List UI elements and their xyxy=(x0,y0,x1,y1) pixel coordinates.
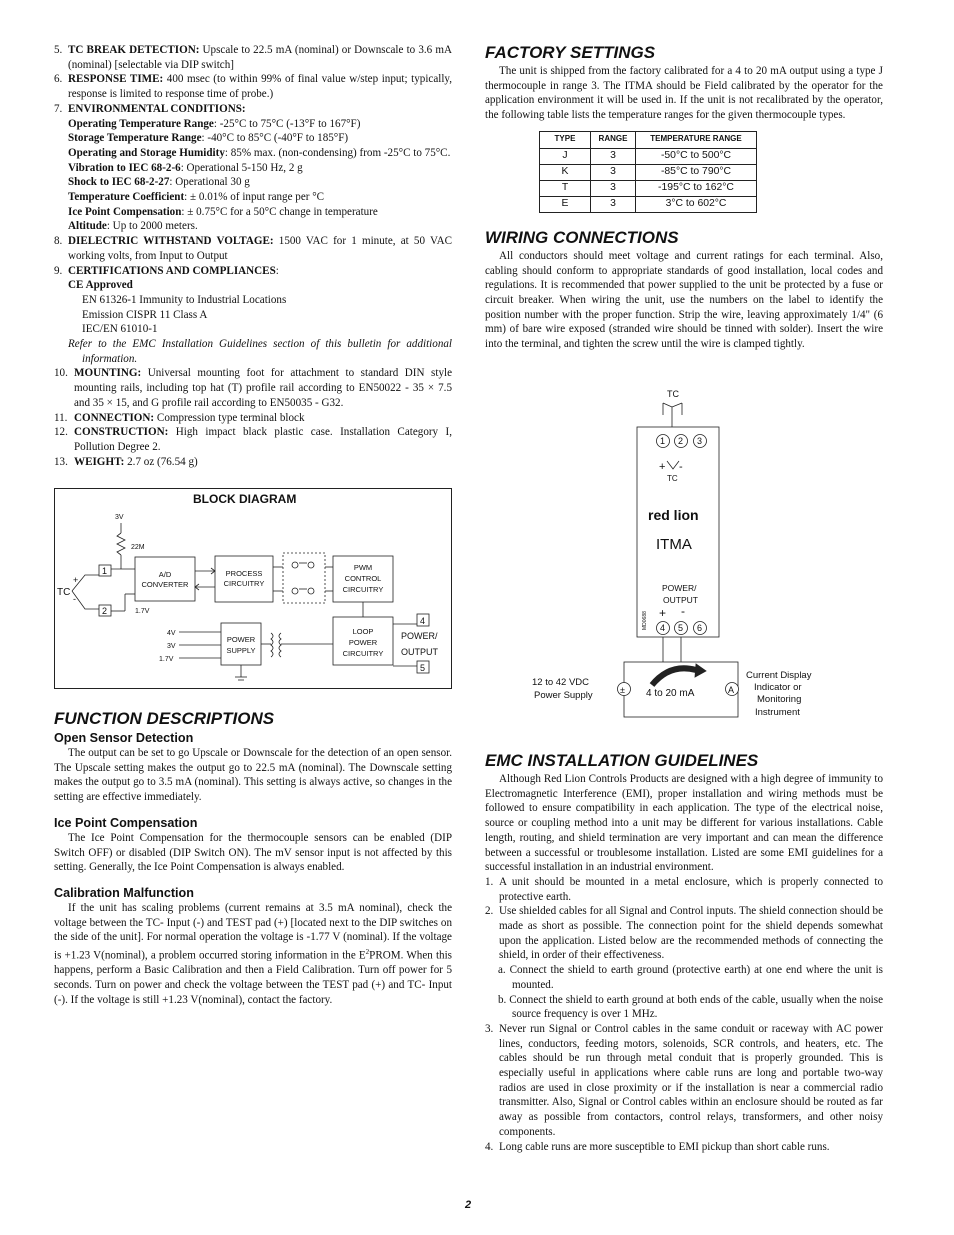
drawing-number: MD0688 xyxy=(642,611,648,630)
power-supply-label-1: 12 to 42 VDC xyxy=(532,677,590,688)
cell: 3 xyxy=(591,164,636,180)
storage-temp: Storage Temperature Range: -40°C to 85°C (-40°F to 185°F) xyxy=(68,132,349,145)
temp-coefficient: Temperature Coefficient: ± 0.01% of input range per °C xyxy=(68,191,325,204)
ps-3v: 3V xyxy=(167,643,176,650)
tc-plus-sign: + xyxy=(659,461,666,473)
power-output-label-2: OUTPUT xyxy=(663,595,698,605)
ice-point-title: Ice Point Compensation xyxy=(54,815,198,830)
terminal-5-bottom: 5 xyxy=(678,623,684,633)
table-row xyxy=(540,164,757,180)
tc-top-label: TC xyxy=(667,389,679,399)
tc-plus: + xyxy=(73,575,79,585)
tc-small-label: TC xyxy=(667,474,678,483)
cell: E xyxy=(540,196,591,212)
terminal-1: 1 xyxy=(102,566,108,576)
specifications-list xyxy=(54,43,452,469)
emc-item-3: 3. Never run Signal or Control cables in the same conduit or raceway with AC power lines, conductors, feeding motors, solenoids, SCR controls, and heaters, etc. The cables should be run through metal conduit that is properly grounded. This is especially useful in applications where cable runs are long and portable two-way radios are used in close proximity or if the installation is near a commercial radio transmitter. Also, Signal or Control cables within an enclosure should be routed as far away as possible from contactors, control relays, transformers, and other noisy components. xyxy=(485,1022,883,1138)
cert-en61326: EN 61326-1 Immunity to Industrial Locations xyxy=(82,293,287,306)
terminal-6-bottom: 6 xyxy=(697,623,703,633)
spec-environmental: 7. ENVIRONMENTAL CONDITIONS: Operating Temperature Range: -25°C to 75°C (-13°F to 167°F) Storage Temperature Range: -40°C to 85°C (-40°F to 185°F) Operating and Storage Humidity: 85% max. (non-condensing) from -25°C to 75°C. Vibration to IEC 68-2-6: Operational 5-150 Hz, 2 g Shock to IEC 68-2-27: Operational 30 g Temperature Coefficient: ± 0.01% of input range per °C Ice Point Compensation: ± 0.75°C for a 50°C change in temperature Altitude: Up to 2000 meters. xyxy=(54,102,451,233)
label-22m: 22M xyxy=(131,544,145,551)
pwm-label-3: CIRCUITRY xyxy=(342,585,384,594)
output-plus: + xyxy=(659,606,667,620)
ps-label-1: POWER xyxy=(226,635,256,644)
terminal-5: 5 xyxy=(420,663,426,673)
power-output-label-1: POWER/ xyxy=(662,583,697,593)
spec-construction: 12. CONSTRUCTION: High impact black plastic case. Installation Category I, Pollution Degree 2. xyxy=(54,426,452,453)
cell: 3 xyxy=(591,180,636,196)
spec-certifications: 9. CERTIFICATIONS AND COMPLIANCES: CE Approved EN 61326-1 Immunity to Industrial Locations Emission CISPR 11 Class A IEC/EN 61010-1 Refer to the EMC Installation Guidelines section of this bulletin for additional information. xyxy=(54,264,452,365)
block-diagram-svg xyxy=(55,489,451,688)
emc-item-2: 2. Use shielded cables for all Signal and Control inputs. The shield connection should be made as short as possible. The connection point for the shield depends somewhat upon the application. Listed below are the recommended methods of connecting the shield, in order of their effectiveness. a. Connect the shield to earth ground (protective earth) at one end where the unit is mounted. b. Connect the shield to earth ground at both ends of the cable, usually when the noise source frequency is over 1 MHz. xyxy=(485,905,883,1021)
cell: T xyxy=(540,180,591,196)
thermocouple-table xyxy=(539,131,757,213)
wiring-connections-text: All conductors should meet voltage and current ratings for each terminal. Also, cabling should conform to appropriate standards of good installation, local codes and regulations. It is recommended that power supplied to the unit be protected by a fuse or circuit breaker. When wiring the unit, use the numbers on the label to identify the position number with the proper function. Strip the wire, leaving approximately 1/4" (6 mm) of bare wire exposed (stranded wire should be tinned with solder). Insert the wire into the terminal, and tighten the screw until the wire is clamped tightly. xyxy=(485,249,883,351)
label-tc: TC xyxy=(57,587,71,598)
function-descriptions-title: FUNCTION DESCRIPTIONS xyxy=(54,709,275,728)
loop-label-2: POWER xyxy=(348,638,378,647)
shock: Shock to IEC 68-2-27: Operational 30 g xyxy=(68,176,250,189)
emc-item-4: 4. Long cable runs are more susceptible to EMI pickup than short cable runs. xyxy=(485,1140,830,1153)
emc-title: EMC INSTALLATION GUIDELINES xyxy=(485,751,759,770)
cell: -85°C to 790°C xyxy=(636,164,757,180)
cert-cispr: Emission CISPR 11 Class A xyxy=(82,308,208,321)
open-sensor-title: Open Sensor Detection xyxy=(54,731,194,745)
red-lion-logo: red lion xyxy=(648,507,699,523)
factory-settings-text: The unit is shipped from the factory calibrated for a 4 to 20 mA output using a type J thermocouple in range 3. The ITMA should be Field calibrated by the operator for the application environment it will be used in. If the unit is not recalibrated by the operator, the following table lists the temperature ranges for the given thermocouple types. xyxy=(485,65,883,122)
ice-point-text: The Ice Point Compensation for the thermocouple sensors can be enabled (DIP Switch OFF) or disabled (DIP Switch ON). The mV sensor input is not affected by this setting. Generally, the Ice Point Compensation is always enabled. xyxy=(54,831,452,874)
open-sensor-text: The output can be set to go Upscale or Downscale for the detection of an open sensor. The Upscale setting makes the output go to 22.5 mA (nominal). The Downscale setting makes the output go to 3.5 mA (nominal). This setting is always active, so changes in the setting are effective immediately. xyxy=(54,747,452,804)
emc-guidelines xyxy=(485,750,883,1154)
label-3v: 3V xyxy=(115,514,124,521)
model-itma: ITMA xyxy=(656,536,692,553)
col-range: RANGE xyxy=(591,131,636,148)
process-label-2: CIRCUITRY xyxy=(223,579,265,588)
display-label-4: Instrument xyxy=(755,707,800,718)
pwm-label-1: PWM xyxy=(353,563,373,572)
power-supply-symbol: ± xyxy=(620,685,625,695)
vibration: Vibration to IEC 68-2-6: Operational 5-150 Hz, 2 g xyxy=(68,161,303,174)
label-17v: 1.7V xyxy=(135,608,150,615)
ce-approved: CE Approved xyxy=(68,279,133,292)
emc-item-1: 1. A unit should be mounted in a metal enclosure, which is properly connected to protective earth. xyxy=(485,875,883,903)
cell: J xyxy=(540,148,591,164)
spec-tc-break: 5. TC BREAK DETECTION: Upscale to 22.5 mA (nominal) or Downscale to 3.6 mA (nominal) [selectable via DIP switch] xyxy=(54,44,452,71)
cell: 3 xyxy=(591,148,636,164)
display-label-1: Current Display xyxy=(746,670,812,681)
ice-point: Ice Point Compensation: ± 0.75°C for a 50°C change in temperature xyxy=(68,205,378,218)
calibration-text: If the unit has scaling problems (current remains at 3.5 mA nominal), check the voltage between the TC- Input (-) and TEST pad (+) [located next to the DIP switches on the side of the unit]. For normal operation the voltage is -1.77 V (nominal). If the voltage is +1.23 V(nominal), a problem occurred storing information in the $E^2PROM$. When this happens, perform a Basic Calibration and then a Field Calibration. Turn off power for 5 seconds. Turn on power and check the voltage between the TEST pad (+) and TC- Input (-). If the voltage is still +1.23 V(nominal), contact the factory. xyxy=(54,901,452,1006)
spec-dielectric: 8. DIELECTRIC WITHSTAND VOLTAGE: 1500 VAC for 1 minute, at 50 VAC working volts, from Input to Output xyxy=(54,235,452,262)
block-diagram xyxy=(54,488,452,689)
cell: K xyxy=(540,164,591,180)
terminal-3-top: 3 xyxy=(697,436,703,446)
ps-4v: 4V xyxy=(167,630,176,637)
cell: -50°C to 500°C xyxy=(636,148,757,164)
output-minus: - xyxy=(681,604,685,618)
adc-label-1: A/D xyxy=(158,570,172,579)
ps-17v: 1.7V xyxy=(159,656,174,663)
calibration-title: Calibration Malfunction xyxy=(54,885,194,900)
emc-sublist xyxy=(499,963,883,1022)
out-label-1: POWER/ xyxy=(401,631,438,641)
emc-note: Refer to the EMC Installation Guidelines section of this bulletin for additional information. xyxy=(68,338,452,365)
block-diagram-title: BLOCK DIAGRAM xyxy=(193,492,297,506)
humidity: Operating and Storage Humidity: 85% max. (non-condensing) from -25°C to 75°C. xyxy=(68,146,451,159)
loop-label-3: CIRCUITRY xyxy=(342,649,384,658)
ammeter-symbol: A xyxy=(728,685,735,695)
table-header-row xyxy=(540,131,757,148)
tc-minus: - xyxy=(73,594,76,604)
pwm-label-2: CONTROL xyxy=(344,574,382,583)
adc-label-2: CONVERTER xyxy=(141,580,189,589)
op-temp: Operating Temperature Range: -25°C to 75°C (-13°F to 167°F) xyxy=(68,117,361,130)
spec-weight: 13. WEIGHT: 2.7 oz (76.54 g) xyxy=(54,455,198,468)
emc-list xyxy=(485,875,883,1154)
col-type: TYPE xyxy=(540,131,591,148)
display-label-3: Monitoring xyxy=(757,694,802,705)
wiring-connections-title: WIRING CONNECTIONS xyxy=(485,227,679,247)
loop-label-1: LOOP xyxy=(352,627,374,636)
table-row xyxy=(540,180,757,196)
terminal-4-bottom: 4 xyxy=(660,623,666,633)
emc-item-2a: a. Connect the shield to earth ground (protective earth) at one end where the unit is mounted. xyxy=(498,964,883,991)
function-descriptions xyxy=(54,708,452,1008)
power-supply-label-2: Power Supply xyxy=(534,690,593,701)
terminal-1-top: 1 xyxy=(660,436,666,446)
terminal-2: 2 xyxy=(102,606,108,616)
factory-settings-title: FACTORY SETTINGS xyxy=(485,43,656,62)
display-label-2: Indicator or xyxy=(754,682,802,693)
cell: 3°C to 602°C xyxy=(636,196,757,212)
spec-connection: 11. CONNECTION: Compression type terminal block xyxy=(54,411,305,424)
ps-label-2: SUPPLY xyxy=(226,646,256,655)
spec-mounting: 10. MOUNTING: Universal mounting foot for attachment to standard DIN style mounting rails, including top hat (T) profile rail according to EN50022 - 35 × 7.5 and 35 × 15, and G profile rail according to EN50035 - G32. xyxy=(54,367,453,409)
loop-current-label: 4 to 20 mA xyxy=(646,688,695,699)
page-number: 2 xyxy=(465,1199,472,1211)
right-column xyxy=(485,42,883,352)
tc-minus-sign: - xyxy=(679,461,683,473)
terminal-4: 4 xyxy=(420,616,426,626)
terminal-2-top: 2 xyxy=(678,436,684,446)
emc-item-2b: b. Connect the shield to earth ground at both ends of the cable, usually when the noise source frequency is over 1 MHz. xyxy=(498,993,883,1021)
cell: 3 xyxy=(591,196,636,212)
cert-iec61010: IEC/EN 61010-1 xyxy=(82,323,158,336)
table-row xyxy=(540,196,757,212)
spec-response-time: 6. RESPONSE TIME: 400 msec (to within 99% of final value w/step input; typically, response is limited to response time of probe.) xyxy=(54,73,453,101)
left-column xyxy=(54,40,452,469)
altitude: Altitude: Up to 2000 meters. xyxy=(68,220,198,233)
table-row xyxy=(540,148,757,164)
out-label-2: OUTPUT xyxy=(401,647,438,657)
cell: -195°C to 162°C xyxy=(636,180,757,196)
col-temp-range: TEMPERATURE RANGE xyxy=(636,131,757,148)
emc-intro: Although Red Lion Controls Products are designed with a high degree of immunity to Electromagnetic Interference (EMI), proper installation and wiring methods must be followed to ensure compatibility in each application. The type of the electrical noise, source or coupling method into a unit may be different for various installations. Cable length, routing, and shield termination are very important and can mean the difference between a successful or troublesome installation. Listed are some EMI guidelines for a successful installation in an industrial environment. xyxy=(485,773,883,874)
process-label-1: PROCESS xyxy=(225,569,263,578)
wiring-diagram xyxy=(520,385,850,720)
